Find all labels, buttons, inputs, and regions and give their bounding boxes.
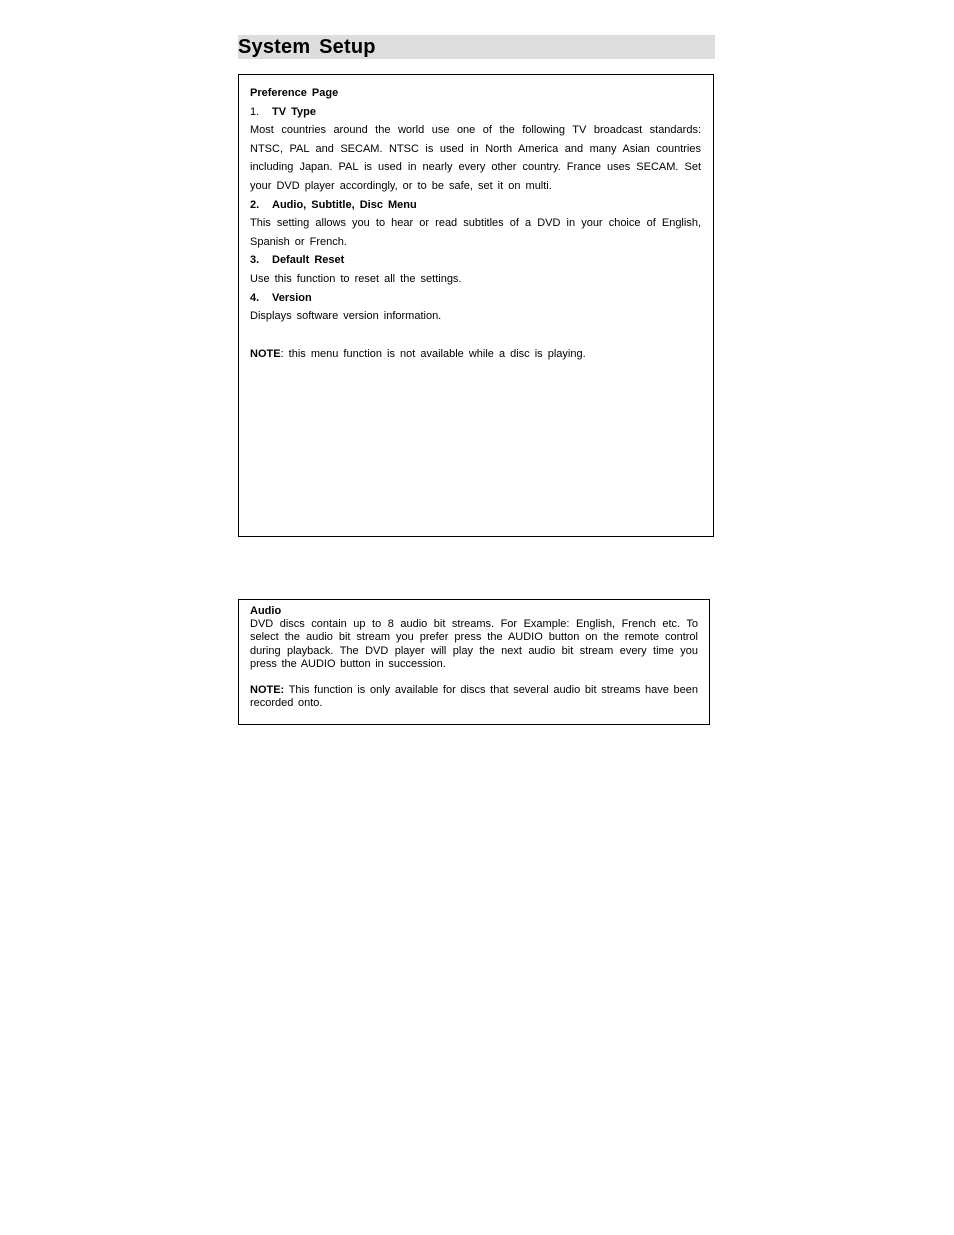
preference-page-box bbox=[238, 74, 714, 537]
item-label: Audio, Subtitle, Disc Menu bbox=[272, 198, 417, 211]
page-title: System Setup bbox=[238, 36, 376, 58]
item-version-heading bbox=[250, 289, 701, 308]
item-audio-subtitle-disc-menu-heading bbox=[250, 196, 701, 215]
item-label: TV Type bbox=[272, 105, 316, 118]
preference-page-heading: Preference Page bbox=[250, 87, 339, 99]
item-default-reset-heading bbox=[250, 251, 701, 270]
item-label: Default Reset bbox=[272, 254, 345, 267]
item-version-text: Displays software version information. bbox=[250, 310, 442, 323]
note-text: This function is only available for discs that several audio bit streams have been recorded onto. bbox=[250, 684, 698, 710]
item-number: 3. bbox=[250, 254, 260, 267]
item-tv-type-text: Most countries around the world use one of the following TV broadcast standards: NTSC, PAL and SECAM. NTSC is used in North America and many Asian countries including Japan. PAL is used in nearly every other country. France uses SECAM. Set your DVD player accordingly, or to be safe, set it on multi. bbox=[250, 124, 701, 192]
item-label: Version bbox=[272, 291, 312, 304]
spacer bbox=[250, 326, 701, 345]
item-default-reset-text: Use this function to reset all the settings. bbox=[250, 272, 462, 285]
audio-heading: Audio bbox=[250, 605, 282, 617]
note-text: : this menu function is not available while a disc is playing. bbox=[280, 347, 586, 360]
note-label: NOTE bbox=[250, 347, 281, 360]
page-header bbox=[238, 35, 715, 59]
audio-note bbox=[250, 684, 698, 710]
preference-note bbox=[250, 345, 701, 364]
item-number: 2. bbox=[250, 198, 260, 211]
spacer bbox=[250, 671, 698, 684]
audio-text: DVD discs contain up to 8 audio bit streams. For Example: English, French etc. To select the audio bit stream you prefer press the AUDIO button on the remote control during playback. The DVD player will play the next audio bit stream every time you press the AUDIO button in succession. bbox=[250, 618, 698, 670]
item-tv-type-heading bbox=[250, 103, 701, 122]
item-number: 4. bbox=[250, 291, 260, 304]
item-audio-subtitle-disc-menu-text: This setting allows you to hear or read subtitles of a DVD in your choice of English, Spanish or French. bbox=[250, 217, 701, 248]
audio-box bbox=[238, 599, 710, 725]
note-label: NOTE: bbox=[250, 684, 285, 697]
item-number: 1. bbox=[250, 105, 260, 118]
